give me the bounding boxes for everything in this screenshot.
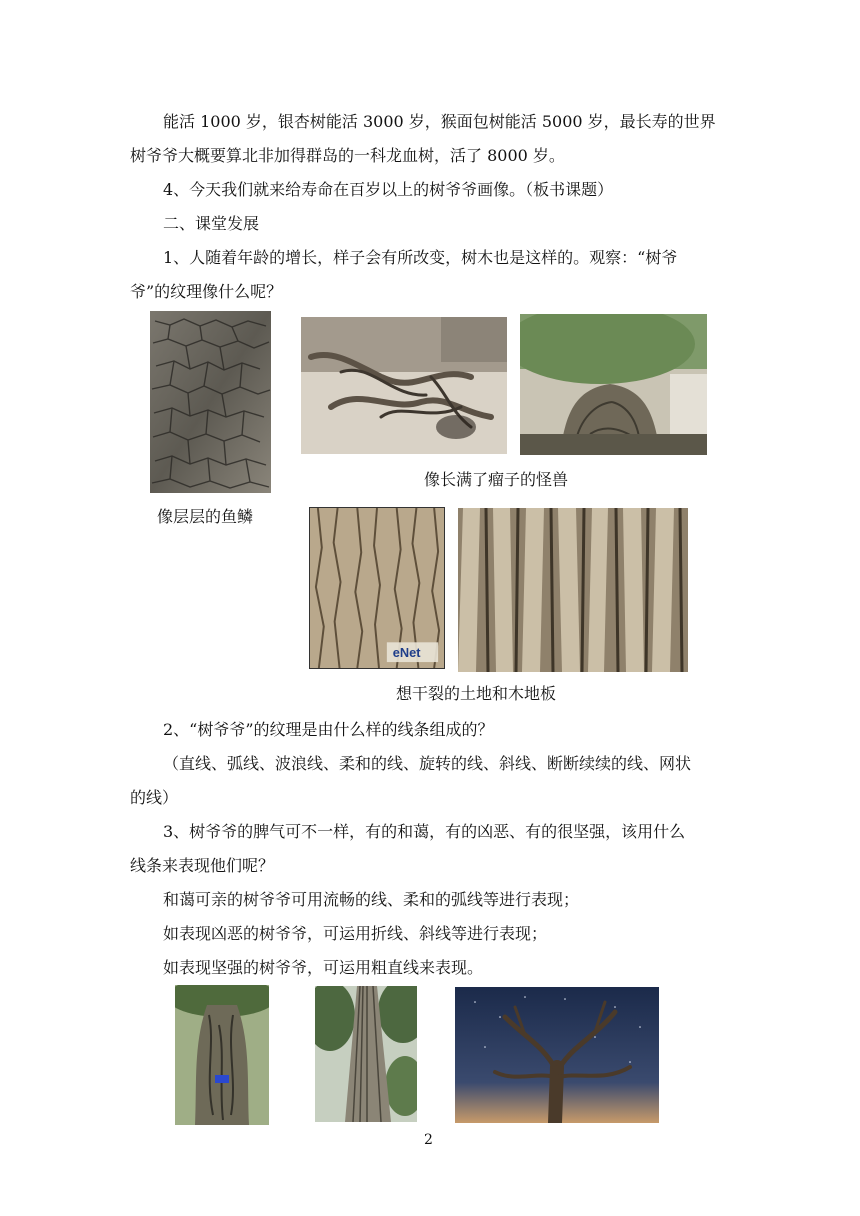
paragraph-line: 和蔼可亲的树爷爷可用流畅的线、柔和的弧线等进行表现； [163, 890, 580, 909]
caption-monster: 像长满了瘤子的怪兽 [424, 470, 569, 489]
paragraph-line: 3、树爷爷的脾气可不一样，有的和蔼，有的凶恶、有的很坚强，该用什么 [163, 822, 686, 841]
paragraph-line: 如表现凶恶的树爷爷，可运用折线、斜线等进行表现； [163, 924, 548, 943]
paragraph-line: 树爷爷大概要算北非加得群岛的一科龙血树，活了 8000 岁。 [130, 146, 565, 165]
cracked-bark-photo [309, 507, 445, 669]
bark-fish-scale-photo [150, 311, 271, 493]
tall-tree-trunk-photo [315, 986, 417, 1122]
old-tree-trunk-photo [175, 985, 269, 1125]
section-heading: 二、课堂发展 [163, 214, 260, 233]
gnarled-old-tree-photo [520, 314, 707, 455]
twisted-driftwood-photo [301, 317, 507, 454]
paragraph-line: 如表现坚强的树爷爷，可运用粗直线来表现。 [163, 958, 484, 977]
dead-tree-night-sky-photo [455, 987, 659, 1123]
paragraph-line: 爷”的纹理像什么呢？ [130, 282, 283, 301]
watermark: eNet [392, 645, 421, 661]
page-number: 2 [424, 1132, 433, 1148]
paragraph-line: （直线、弧线、波浪线、柔和的线、旋转的线、斜线、断断续续的线、网状 [163, 754, 692, 773]
paragraph-line: 能活 1000 岁，银杏树能活 3000 岁，猴面包树能活 5000 岁，最长寿的世界 [163, 112, 716, 131]
caption-cracked-earth: 想干裂的土地和木地板 [396, 684, 557, 703]
paragraph-line: 的线） [130, 788, 179, 807]
paragraph-line: 2、“树爷爷”的纹理是由什么样的线条组成的？ [163, 720, 494, 739]
paragraph-line: 1、人随着年龄的增长，样子会有所改变，树木也是这样的。观察：“树爷 [163, 248, 678, 267]
paragraph-line: 4、今天我们就来给寿命在百岁以上的树爷爷画像。（板书课题） [163, 180, 614, 199]
paragraph-line: 线条来表现他们呢？ [130, 856, 275, 875]
ridged-bark-photo [458, 508, 688, 672]
caption-fish-scale: 像层层的鱼鳞 [157, 507, 254, 526]
